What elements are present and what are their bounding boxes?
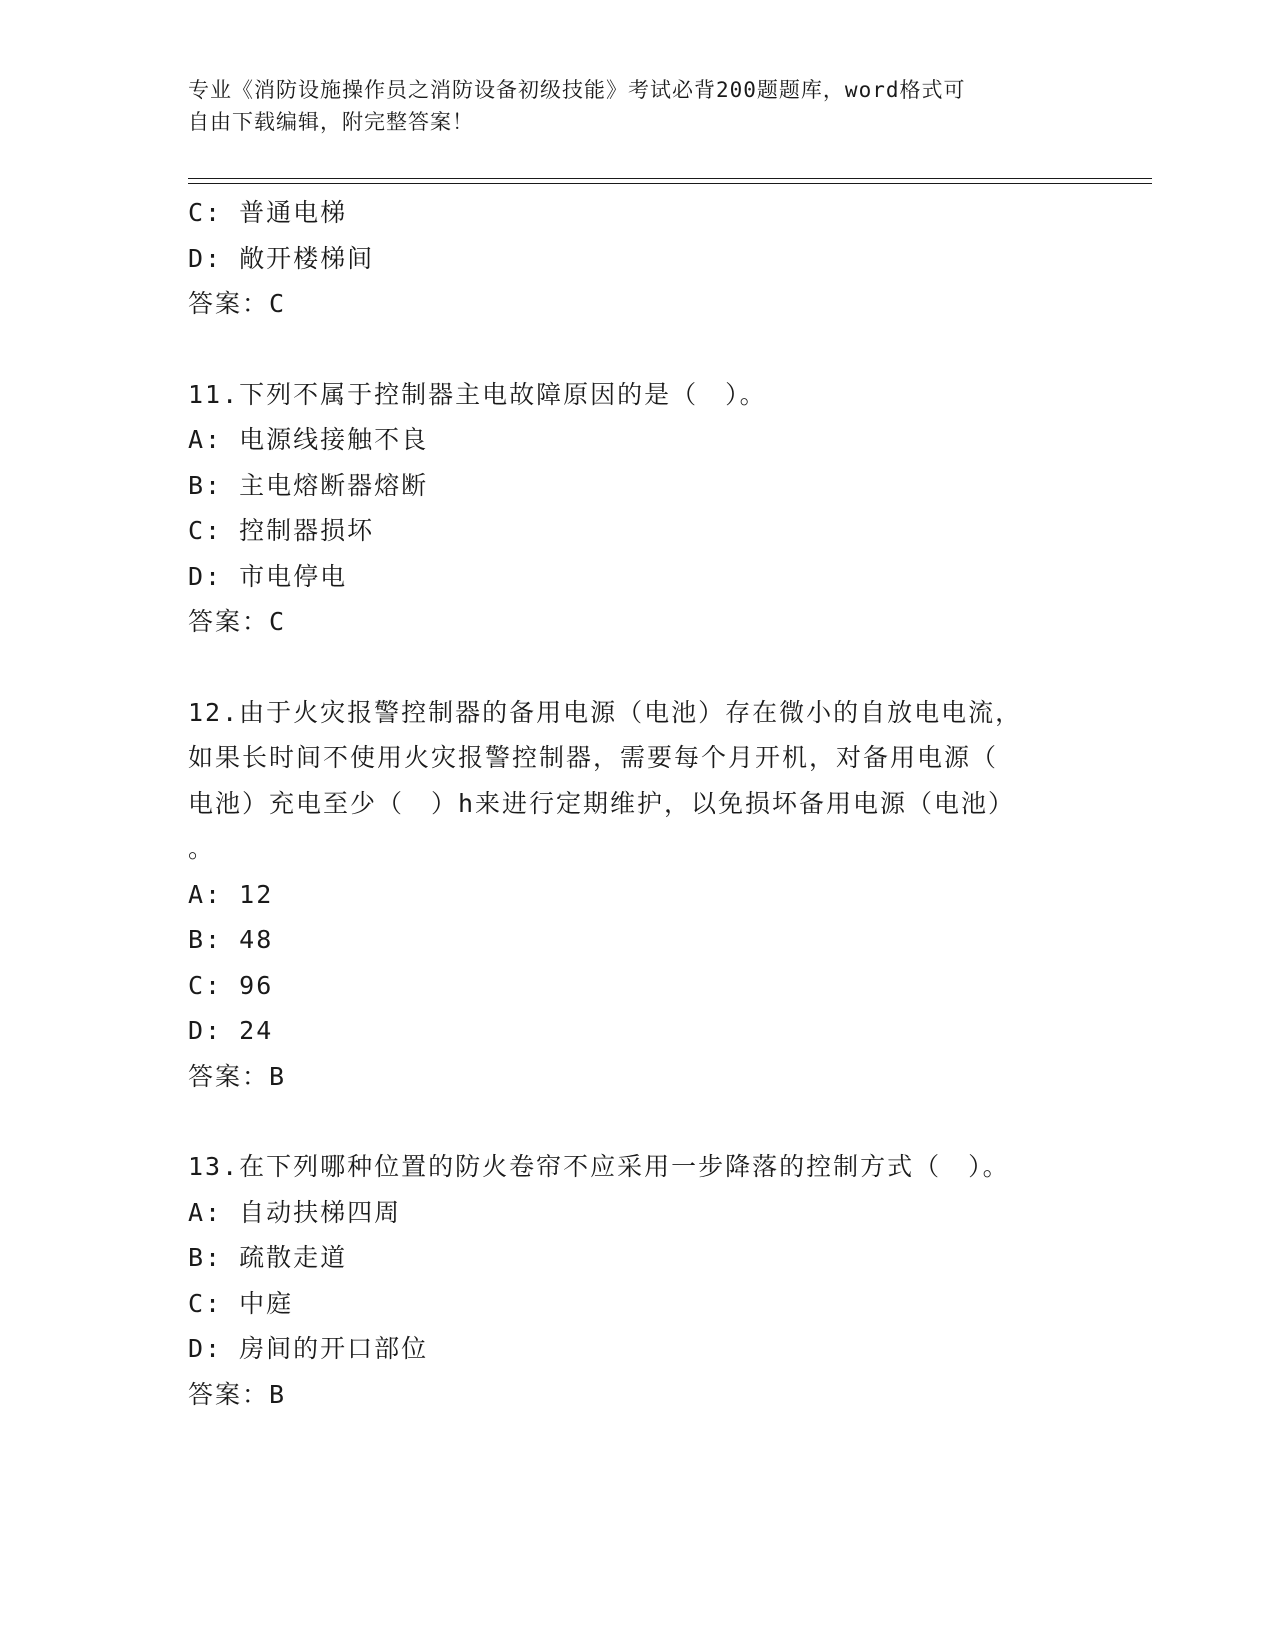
option-a: A: 12 — [188, 879, 274, 909]
option-d: D: 市电停电 — [188, 561, 348, 591]
header-divider-top — [188, 178, 1152, 179]
question-12 — [188, 690, 1088, 1100]
option-d: D: 房间的开口部位 — [188, 1334, 429, 1363]
header-divider-bottom — [188, 183, 1152, 184]
question-stem-line-4: 。 — [188, 834, 216, 863]
option-a: A: 电源线接触不良 — [188, 425, 429, 454]
option-d: D: 敞开楼梯间 — [188, 243, 375, 273]
option-c: C: 96 — [188, 970, 274, 1000]
question-list — [188, 190, 1088, 1417]
prev-question — [188, 190, 1088, 327]
option-c: C: 普通电梯 — [188, 198, 348, 227]
header-line-2: 自由下载编辑，附完整答案！ — [188, 110, 474, 134]
question-11 — [188, 372, 1088, 645]
header-line-1: 专业《消防设施操作员之消防设备初级技能》考试必背200题题库，word格式可 — [188, 78, 966, 102]
document-header — [188, 74, 1068, 138]
option-c: C: 中庭 — [188, 1288, 294, 1318]
question-stem-line-3: 电池）充电至少（ ）h来进行定期维护，以免损坏备用电源（电池） — [188, 788, 1016, 818]
option-a: A: 自动扶梯四周 — [188, 1197, 402, 1227]
question-13 — [188, 1144, 1088, 1417]
option-c: C: 控制器损坏 — [188, 516, 375, 545]
question-stem-line-1: 12.由于火灾报警控制器的备用电源（电池）存在微小的自放电电流， — [188, 697, 1023, 727]
answer-line: 答案：B — [188, 1061, 287, 1091]
question-stem: 13.在下列哪种位置的防火卷帘不应采用一步降落的控制方式（ ）。 — [188, 1152, 1010, 1181]
answer-line: 答案：C — [188, 289, 287, 318]
option-b: B: 主电熔断器熔断 — [188, 470, 429, 500]
answer-line: 答案：C — [188, 607, 287, 636]
option-b: B: 48 — [188, 925, 274, 954]
option-b: B: 疏散走道 — [188, 1243, 348, 1272]
question-stem-line-2: 如果长时间不使用火灾报警控制器，需要每个月开机，对备用电源（ — [188, 743, 999, 772]
option-d: D: 24 — [188, 1016, 274, 1045]
answer-line: 答案：B — [188, 1379, 287, 1409]
question-stem: 11.下列不属于控制器主电故障原因的是（ ）。 — [188, 379, 767, 409]
